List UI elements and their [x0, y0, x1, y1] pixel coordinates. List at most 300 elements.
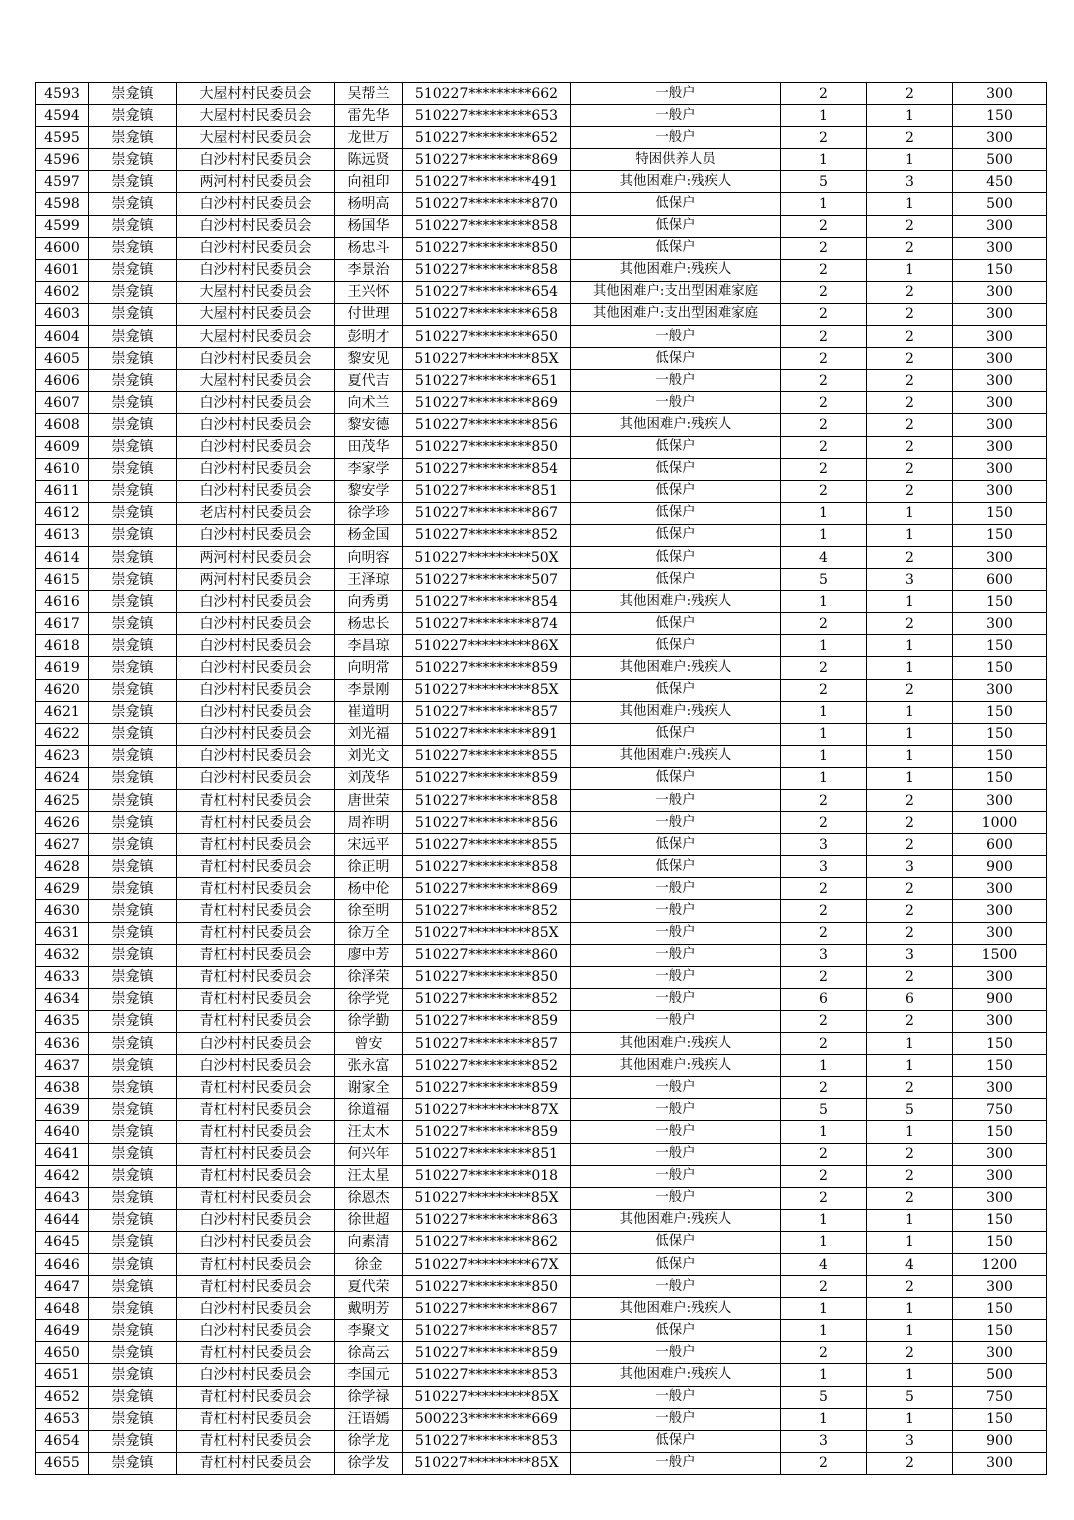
cell-village: 白沙村村民委员会 [177, 414, 335, 436]
cell-index: 4605 [36, 348, 89, 370]
cell-category: 一般户 [571, 1143, 781, 1165]
cell-household-size: 1 [781, 1408, 867, 1430]
cell-household-size: 2 [781, 480, 867, 502]
table-row [36, 812, 1047, 834]
cell-index: 4640 [36, 1121, 89, 1143]
cell-household-size: 1 [781, 745, 867, 767]
cell-index: 4617 [36, 613, 89, 635]
cell-amount: 300 [953, 878, 1047, 900]
cell-household-size: 2 [781, 790, 867, 812]
cell-index: 4637 [36, 1055, 89, 1077]
cell-id-number: 510227*********491 [403, 171, 571, 193]
cell-household-size: 6 [781, 988, 867, 1010]
cell-category: 一般户 [571, 1165, 781, 1187]
cell-aided-persons: 3 [867, 944, 953, 966]
cell-aided-persons: 4 [867, 1253, 953, 1275]
cell-village: 白沙村村民委员会 [177, 348, 335, 370]
cell-index: 4606 [36, 370, 89, 392]
cell-index: 4645 [36, 1231, 89, 1253]
cell-household-size: 2 [781, 83, 867, 105]
cell-aided-persons: 2 [867, 546, 953, 568]
cell-household-size: 1 [781, 1209, 867, 1231]
cell-village: 青杠村村民委员会 [177, 1143, 335, 1165]
cell-town: 崇龛镇 [89, 701, 177, 723]
cell-index: 4595 [36, 127, 89, 149]
table-row [36, 745, 1047, 767]
cell-aided-persons: 2 [867, 281, 953, 303]
cell-aided-persons: 2 [867, 790, 953, 812]
table-row [36, 944, 1047, 966]
cell-town: 崇龛镇 [89, 546, 177, 568]
cell-index: 4638 [36, 1077, 89, 1099]
cell-id-number: 510227*********858 [403, 259, 571, 281]
table-row [36, 215, 1047, 237]
cell-aided-persons: 1 [867, 767, 953, 789]
cell-category: 其他困难户:支出型困难家庭 [571, 303, 781, 325]
cell-id-number: 510227*********869 [403, 392, 571, 414]
cell-aided-persons: 3 [867, 569, 953, 591]
table-row [36, 193, 1047, 215]
cell-category: 一般户 [571, 900, 781, 922]
cell-name: 李聚文 [335, 1320, 403, 1342]
cell-village: 老店村村民委员会 [177, 502, 335, 524]
cell-index: 4618 [36, 635, 89, 657]
cell-town: 崇龛镇 [89, 1386, 177, 1408]
cell-id-number: 510227*********85X [403, 679, 571, 701]
cell-village: 青杠村村民委员会 [177, 1253, 335, 1275]
table-row [36, 856, 1047, 878]
cell-village: 大屋村村民委员会 [177, 281, 335, 303]
cell-town: 崇龛镇 [89, 679, 177, 701]
cell-name: 徐高云 [335, 1342, 403, 1364]
cell-name: 何兴年 [335, 1143, 403, 1165]
cell-village: 青杠村村民委员会 [177, 988, 335, 1010]
cell-amount: 150 [953, 1298, 1047, 1320]
cell-amount: 150 [953, 1231, 1047, 1253]
cell-village: 大屋村村民委员会 [177, 326, 335, 348]
cell-name: 谢家全 [335, 1077, 403, 1099]
cell-town: 崇龛镇 [89, 856, 177, 878]
cell-village: 白沙村村民委员会 [177, 237, 335, 259]
table-row [36, 767, 1047, 789]
cell-index: 4613 [36, 524, 89, 546]
cell-amount: 300 [953, 458, 1047, 480]
cell-category: 低保户 [571, 613, 781, 635]
cell-index: 4599 [36, 215, 89, 237]
cell-index: 4624 [36, 767, 89, 789]
cell-town: 崇龛镇 [89, 1033, 177, 1055]
cell-town: 崇龛镇 [89, 1320, 177, 1342]
cell-aided-persons: 1 [867, 745, 953, 767]
cell-town: 崇龛镇 [89, 591, 177, 613]
cell-town: 崇龛镇 [89, 767, 177, 789]
cell-amount: 300 [953, 480, 1047, 502]
cell-index: 4603 [36, 303, 89, 325]
cell-category: 低保户 [571, 635, 781, 657]
cell-amount: 500 [953, 149, 1047, 171]
cell-name: 夏代荣 [335, 1276, 403, 1298]
cell-amount: 150 [953, 502, 1047, 524]
cell-id-number: 510227*********850 [403, 237, 571, 259]
cell-category: 其他困难户:残疾人 [571, 701, 781, 723]
cell-index: 4633 [36, 966, 89, 988]
table-row [36, 1231, 1047, 1253]
cell-amount: 300 [953, 900, 1047, 922]
cell-index: 4597 [36, 171, 89, 193]
cell-category: 其他困难户:残疾人 [571, 745, 781, 767]
cell-category: 低保户 [571, 569, 781, 591]
cell-aided-persons: 1 [867, 635, 953, 657]
cell-name: 杨忠长 [335, 613, 403, 635]
cell-index: 4600 [36, 237, 89, 259]
table-row [36, 988, 1047, 1010]
cell-index: 4644 [36, 1209, 89, 1231]
cell-village: 青杠村村民委员会 [177, 812, 335, 834]
cell-aided-persons: 2 [867, 878, 953, 900]
cell-id-number: 510227*********855 [403, 834, 571, 856]
cell-aided-persons: 1 [867, 591, 953, 613]
cell-household-size: 2 [781, 1077, 867, 1099]
cell-index: 4653 [36, 1408, 89, 1430]
cell-index: 4609 [36, 436, 89, 458]
table-row [36, 1055, 1047, 1077]
cell-id-number: 510227*********651 [403, 370, 571, 392]
cell-aided-persons: 1 [867, 723, 953, 745]
cell-id-number: 510227*********650 [403, 326, 571, 348]
cell-household-size: 5 [781, 569, 867, 591]
cell-village: 青杠村村民委员会 [177, 1386, 335, 1408]
cell-name: 宋远平 [335, 834, 403, 856]
cell-amount: 300 [953, 127, 1047, 149]
cell-index: 4610 [36, 458, 89, 480]
cell-name: 李国元 [335, 1364, 403, 1386]
cell-town: 崇龛镇 [89, 966, 177, 988]
table-row [36, 1165, 1047, 1187]
cell-amount: 900 [953, 988, 1047, 1010]
cell-name: 向明常 [335, 657, 403, 679]
cell-village: 青杠村村民委员会 [177, 1452, 335, 1474]
cell-household-size: 1 [781, 701, 867, 723]
table-row [36, 546, 1047, 568]
cell-id-number: 510227*********852 [403, 524, 571, 546]
cell-household-size: 1 [781, 1121, 867, 1143]
cell-name: 徐学勤 [335, 1010, 403, 1032]
cell-household-size: 4 [781, 1253, 867, 1275]
table-row [36, 1099, 1047, 1121]
cell-id-number: 510227*********870 [403, 193, 571, 215]
cell-index: 4601 [36, 259, 89, 281]
cell-id-number: 510227*********850 [403, 436, 571, 458]
cell-amount: 900 [953, 856, 1047, 878]
cell-aided-persons: 1 [867, 1055, 953, 1077]
cell-name: 付世理 [335, 303, 403, 325]
cell-town: 崇龛镇 [89, 458, 177, 480]
cell-aided-persons: 1 [867, 524, 953, 546]
cell-index: 4631 [36, 922, 89, 944]
cell-id-number: 510227*********856 [403, 812, 571, 834]
cell-village: 青杠村村民委员会 [177, 1165, 335, 1187]
cell-village: 白沙村村民委员会 [177, 1055, 335, 1077]
cell-aided-persons: 2 [867, 83, 953, 105]
cell-name: 杨国华 [335, 215, 403, 237]
cell-index: 4614 [36, 546, 89, 568]
cell-id-number: 510227*********852 [403, 988, 571, 1010]
cell-index: 4629 [36, 878, 89, 900]
cell-aided-persons: 1 [867, 1364, 953, 1386]
table-row [36, 171, 1047, 193]
table-row [36, 326, 1047, 348]
cell-town: 崇龛镇 [89, 569, 177, 591]
cell-aided-persons: 2 [867, 679, 953, 701]
cell-village: 白沙村村民委员会 [177, 392, 335, 414]
cell-village: 两河村村民委员会 [177, 546, 335, 568]
cell-index: 4634 [36, 988, 89, 1010]
cell-aided-persons: 1 [867, 701, 953, 723]
cell-aided-persons: 2 [867, 127, 953, 149]
cell-household-size: 1 [781, 1055, 867, 1077]
cell-village: 大屋村村民委员会 [177, 303, 335, 325]
cell-amount: 150 [953, 105, 1047, 127]
cell-town: 崇龛镇 [89, 502, 177, 524]
table-row [36, 524, 1047, 546]
cell-amount: 300 [953, 1143, 1047, 1165]
cell-name: 向明容 [335, 546, 403, 568]
table-row [36, 458, 1047, 480]
cell-town: 崇龛镇 [89, 1121, 177, 1143]
cell-category: 其他困难户:残疾人 [571, 1055, 781, 1077]
cell-amount: 1200 [953, 1253, 1047, 1275]
cell-name: 刘茂华 [335, 767, 403, 789]
cell-id-number: 510227*********852 [403, 900, 571, 922]
cell-town: 崇龛镇 [89, 1253, 177, 1275]
cell-index: 4598 [36, 193, 89, 215]
cell-id-number: 510227*********85X [403, 922, 571, 944]
cell-town: 崇龛镇 [89, 127, 177, 149]
cell-village: 青杠村村民委员会 [177, 944, 335, 966]
cell-id-number: 510227*********867 [403, 1298, 571, 1320]
cell-name: 王兴怀 [335, 281, 403, 303]
cell-amount: 300 [953, 966, 1047, 988]
cell-index: 4649 [36, 1320, 89, 1342]
cell-index: 4628 [36, 856, 89, 878]
cell-household-size: 2 [781, 237, 867, 259]
cell-id-number: 510227*********507 [403, 569, 571, 591]
table-row [36, 569, 1047, 591]
cell-village: 白沙村村民委员会 [177, 1298, 335, 1320]
cell-town: 崇龛镇 [89, 480, 177, 502]
cell-aided-persons: 2 [867, 1276, 953, 1298]
cell-id-number: 510227*********850 [403, 1276, 571, 1298]
cell-household-size: 2 [781, 436, 867, 458]
cell-household-size: 3 [781, 834, 867, 856]
cell-name: 崔道明 [335, 701, 403, 723]
cell-id-number: 510227*********891 [403, 723, 571, 745]
cell-town: 崇龛镇 [89, 613, 177, 635]
table-row [36, 591, 1047, 613]
table-row [36, 1033, 1047, 1055]
cell-amount: 150 [953, 1033, 1047, 1055]
cell-household-size: 1 [781, 1364, 867, 1386]
cell-town: 崇龛镇 [89, 944, 177, 966]
table-row [36, 436, 1047, 458]
cell-category: 低保户 [571, 348, 781, 370]
cell-amount: 150 [953, 259, 1047, 281]
cell-household-size: 2 [781, 215, 867, 237]
cell-household-size: 2 [781, 414, 867, 436]
cell-id-number: 510227*********867 [403, 502, 571, 524]
cell-household-size: 2 [781, 922, 867, 944]
cell-aided-persons: 3 [867, 1430, 953, 1452]
cell-village: 大屋村村民委员会 [177, 105, 335, 127]
cell-household-size: 2 [781, 613, 867, 635]
cell-category: 低保户 [571, 723, 781, 745]
cell-name: 汪太星 [335, 1165, 403, 1187]
cell-town: 崇龛镇 [89, 988, 177, 1010]
cell-aided-persons: 1 [867, 1408, 953, 1430]
cell-index: 4621 [36, 701, 89, 723]
cell-town: 崇龛镇 [89, 1165, 177, 1187]
cell-household-size: 2 [781, 259, 867, 281]
cell-amount: 150 [953, 701, 1047, 723]
cell-name: 徐正明 [335, 856, 403, 878]
cell-index: 4620 [36, 679, 89, 701]
table-row [36, 1253, 1047, 1275]
cell-id-number: 510227*********858 [403, 790, 571, 812]
cell-amount: 150 [953, 1121, 1047, 1143]
cell-category: 一般户 [571, 1386, 781, 1408]
cell-amount: 300 [953, 790, 1047, 812]
cell-category: 一般户 [571, 812, 781, 834]
cell-household-size: 1 [781, 1298, 867, 1320]
cell-id-number: 510227*********859 [403, 657, 571, 679]
cell-village: 青杠村村民委员会 [177, 790, 335, 812]
table-row [36, 1342, 1047, 1364]
cell-id-number: 510227*********652 [403, 127, 571, 149]
cell-town: 崇龛镇 [89, 834, 177, 856]
cell-household-size: 2 [781, 966, 867, 988]
cell-id-number: 510227*********859 [403, 1342, 571, 1364]
cell-village: 白沙村村民委员会 [177, 480, 335, 502]
cell-name: 黎安学 [335, 480, 403, 502]
cell-id-number: 510227*********86X [403, 635, 571, 657]
cell-index: 4615 [36, 569, 89, 591]
cell-category: 一般户 [571, 1099, 781, 1121]
cell-town: 崇龛镇 [89, 1408, 177, 1430]
cell-name: 徐道福 [335, 1099, 403, 1121]
cell-id-number: 500223*********669 [403, 1408, 571, 1430]
cell-id-number: 510227*********869 [403, 149, 571, 171]
cell-household-size: 2 [781, 348, 867, 370]
cell-town: 崇龛镇 [89, 635, 177, 657]
cell-aided-persons: 1 [867, 105, 953, 127]
cell-index: 4636 [36, 1033, 89, 1055]
cell-name: 唐世荣 [335, 790, 403, 812]
cell-index: 4652 [36, 1386, 89, 1408]
cell-index: 4623 [36, 745, 89, 767]
cell-category: 低保户 [571, 458, 781, 480]
cell-id-number: 510227*********018 [403, 1165, 571, 1187]
cell-household-size: 1 [781, 105, 867, 127]
cell-name: 徐世超 [335, 1209, 403, 1231]
cell-town: 崇龛镇 [89, 259, 177, 281]
cell-category: 低保户 [571, 237, 781, 259]
cell-name: 徐万全 [335, 922, 403, 944]
cell-index: 4608 [36, 414, 89, 436]
cell-aided-persons: 1 [867, 1298, 953, 1320]
cell-town: 崇龛镇 [89, 1452, 177, 1474]
table-row [36, 1320, 1047, 1342]
cell-category: 一般户 [571, 370, 781, 392]
cell-aided-persons: 2 [867, 237, 953, 259]
cell-town: 崇龛镇 [89, 922, 177, 944]
cell-id-number: 510227*********856 [403, 414, 571, 436]
cell-amount: 300 [953, 1452, 1047, 1474]
cell-amount: 150 [953, 723, 1047, 745]
cell-household-size: 2 [781, 878, 867, 900]
cell-household-size: 1 [781, 591, 867, 613]
cell-village: 大屋村村民委员会 [177, 83, 335, 105]
cell-village: 白沙村村民委员会 [177, 657, 335, 679]
cell-village: 青杠村村民委员会 [177, 900, 335, 922]
cell-amount: 300 [953, 414, 1047, 436]
cell-index: 4650 [36, 1342, 89, 1364]
cell-town: 崇龛镇 [89, 83, 177, 105]
table-row [36, 480, 1047, 502]
cell-index: 4632 [36, 944, 89, 966]
table-row [36, 303, 1047, 325]
cell-id-number: 510227*********858 [403, 215, 571, 237]
cell-amount: 1000 [953, 812, 1047, 834]
table-row [36, 1430, 1047, 1452]
cell-village: 青杠村村民委员会 [177, 966, 335, 988]
cell-id-number: 510227*********857 [403, 1320, 571, 1342]
cell-village: 白沙村村民委员会 [177, 1033, 335, 1055]
cell-village: 青杠村村民委员会 [177, 1010, 335, 1032]
cell-index: 4594 [36, 105, 89, 127]
cell-name: 雷先华 [335, 105, 403, 127]
cell-aided-persons: 2 [867, 348, 953, 370]
cell-index: 4596 [36, 149, 89, 171]
cell-town: 崇龛镇 [89, 370, 177, 392]
cell-town: 崇龛镇 [89, 524, 177, 546]
table-row [36, 83, 1047, 105]
cell-town: 崇龛镇 [89, 326, 177, 348]
cell-amount: 600 [953, 569, 1047, 591]
cell-id-number: 510227*********87X [403, 1099, 571, 1121]
table-row [36, 679, 1047, 701]
cell-category: 低保户 [571, 1231, 781, 1253]
cell-amount: 150 [953, 767, 1047, 789]
cell-household-size: 3 [781, 1430, 867, 1452]
cell-index: 4604 [36, 326, 89, 348]
cell-amount: 150 [953, 657, 1047, 679]
table-row [36, 237, 1047, 259]
cell-aided-persons: 2 [867, 966, 953, 988]
cell-town: 崇龛镇 [89, 723, 177, 745]
cell-index: 4602 [36, 281, 89, 303]
cell-amount: 300 [953, 83, 1047, 105]
cell-amount: 300 [953, 392, 1047, 414]
cell-town: 崇龛镇 [89, 1010, 177, 1032]
cell-category: 低保户 [571, 546, 781, 568]
cell-aided-persons: 2 [867, 1077, 953, 1099]
cell-amount: 150 [953, 635, 1047, 657]
cell-amount: 300 [953, 1165, 1047, 1187]
cell-index: 4626 [36, 812, 89, 834]
cell-town: 崇龛镇 [89, 1231, 177, 1253]
cell-amount: 900 [953, 1430, 1047, 1452]
cell-name: 向秀勇 [335, 591, 403, 613]
